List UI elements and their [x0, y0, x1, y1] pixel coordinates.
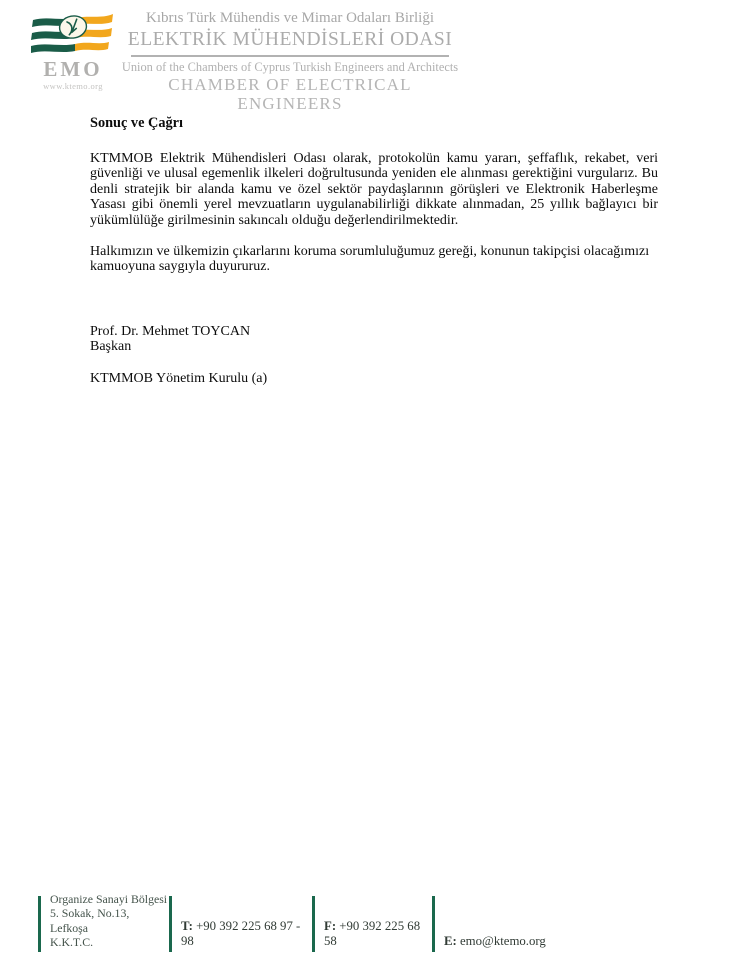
section-heading: Sonuç ve Çağrı [90, 115, 183, 131]
footer [38, 892, 597, 952]
letterhead-divider [131, 55, 449, 57]
signer-title: Başkan [90, 339, 132, 355]
address-line: 5. Sokak, No.13, Lefkoşa [50, 906, 130, 935]
chamber-name-english: CHAMBER OF ELECTRICAL ENGINEERS [168, 75, 412, 113]
fax-number: +90 392 225 68 58 [324, 919, 421, 948]
letterhead-titles [116, 10, 464, 114]
chamber-name-turkish: ELEKTRİK MÜHENDİSLERİ ODASI [127, 28, 453, 50]
emo-logo [28, 12, 118, 91]
fax-label: F: [324, 919, 337, 933]
union-name-english: Union of the Chambers of Cyprus Turkish Engineers and Architects [121, 59, 459, 74]
address-line: Organize Sanayi Bölgesi [50, 892, 168, 907]
address-line: K.K.T.C. [50, 934, 94, 949]
logo-acronym: EMO [43, 57, 103, 81]
footer-fax [312, 896, 432, 952]
footer-phone [169, 896, 312, 952]
signer-board: KTMMOB Yönetim Kurulu (a) [90, 370, 268, 386]
letterhead [0, 0, 745, 113]
logo-website: www.ktemo.org [43, 81, 103, 91]
letter-body [90, 116, 658, 387]
phone-label: T: [181, 919, 193, 933]
phone-number: +90 392 225 68 97 - 98 [181, 919, 301, 948]
footer-address [38, 892, 169, 952]
body-paragraph: Halkımızın ve ülkemizin çıkarlarını koruma sorumluluğumuz gereği, konunun takipçisi olacağımızı kamuoyuna saygıyla duyururuz. [90, 243, 650, 275]
emo-logo-waves-icon [31, 12, 115, 58]
union-name-turkish: Kıbrıs Türk Mühendis ve Mimar Odaları Birliği [145, 10, 435, 26]
email-label: E: [444, 934, 457, 948]
signature-block [90, 324, 658, 387]
email-address: emo@ktemo.org [460, 934, 546, 948]
footer-email [432, 896, 597, 952]
signer-name: Prof. Dr. Mehmet TOYCAN [90, 323, 251, 339]
body-paragraph: KTMMOB Elektrik Mühendisleri Odası olarak, protokolün kamu yararı, şeffaflık, rekabet, veri güvenliği ve ulusal egemenlik ilkeleri doğrultusunda yeniden ele alınması gerektiğini vurgularız. Bu denli stratejik bir alanda kamu ve özel sektör paydaşlarının görüşleri ve Elektronik Haberleşme Yasası gibi önemli yerel mevzuatların uygulanabilirliği dikkate alınmadan, 25 yıllık bağlayıcı bir yükümlülüğe girilmesinin sakıncalı olduğu değerlendirilmektedir. [90, 150, 658, 228]
